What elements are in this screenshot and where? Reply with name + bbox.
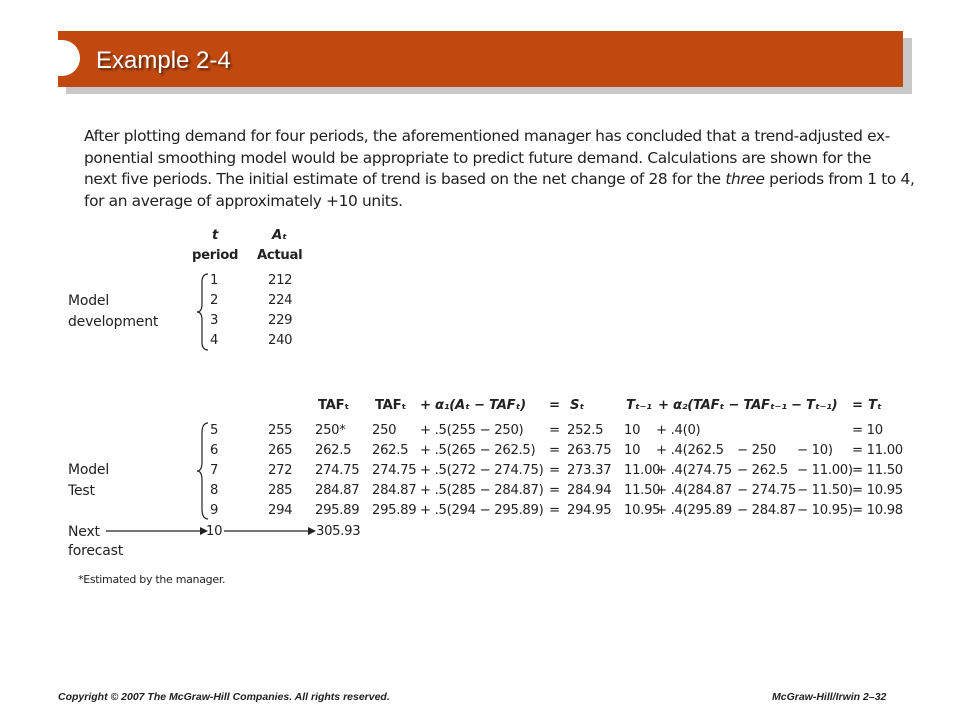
- header-alpha1-expression: + α₁(Aₜ − TAFₜ): [420, 398, 526, 413]
- test-period-cell: 7: [210, 463, 219, 478]
- paragraph-text: next five periods. The initial estimate of trend is based on the net change of 28 for the: [84, 170, 721, 188]
- test-taf-cell: 295.89: [315, 503, 360, 518]
- header-equals-2: =: [852, 398, 863, 413]
- test-trend-expression-c: − 10): [797, 443, 833, 458]
- test-equals: =: [549, 483, 560, 498]
- test-smoothing-expression: + .5(272 − 274.75): [420, 463, 544, 478]
- test-trend-expression-b: − 262.5: [737, 463, 788, 478]
- dev-period-cell: 4: [210, 333, 219, 348]
- header-equals: =: [549, 398, 560, 413]
- test-period-cell: 9: [210, 503, 219, 518]
- test-t-prev-cell: 10.95: [624, 503, 661, 518]
- test-actual-cell: 294: [268, 503, 293, 518]
- header-a-t: Aₜ: [272, 228, 287, 243]
- test-t-cell: = 10.95: [852, 483, 903, 498]
- test-smoothing-expression: + .5(255 − 250): [420, 423, 524, 438]
- arrow-right-icon: [104, 524, 212, 538]
- dev-actual-cell: 240: [268, 333, 293, 348]
- paragraph-line: [84, 169, 915, 191]
- paragraph-line: After plotting demand for four periods, the aforementioned manager has concluded that a trend-adjusted ex-: [84, 127, 890, 145]
- test-s-cell: 284.94: [567, 483, 612, 498]
- test-taf-repeat-cell: 274.75: [372, 463, 417, 478]
- test-trend-expression-b: − 284.87: [737, 503, 796, 518]
- test-s-cell: 294.95: [567, 503, 612, 518]
- left-brace-icon: [196, 421, 210, 521]
- dev-actual-cell: 212: [268, 273, 293, 288]
- test-trend-expression-c: − 10.95): [797, 503, 853, 518]
- test-smoothing-expression: + .5(294 − 295.89): [420, 503, 544, 518]
- test-s-cell: 252.5: [567, 423, 604, 438]
- test-actual-cell: 255: [268, 423, 293, 438]
- model-development-label: development: [68, 314, 159, 330]
- test-taf-repeat-cell: 295.89: [372, 503, 417, 518]
- left-brace-icon: [196, 272, 210, 352]
- intro-paragraph: [84, 126, 915, 212]
- test-equals: =: [549, 463, 560, 478]
- test-actual-cell: 272: [268, 463, 293, 478]
- dev-period-cell: 1: [210, 273, 219, 288]
- next-forecast-label: Next: [68, 524, 100, 540]
- test-taf-repeat-cell: 262.5: [372, 443, 409, 458]
- test-taf-repeat-cell: 284.87: [372, 483, 417, 498]
- header-alpha2-expression: + α₂(TAFₜ − TAFₜ₋₁ − Tₜ₋₁): [658, 398, 838, 413]
- paragraph-line: for an average of approximately +10 units.: [84, 191, 403, 210]
- header-t-t: Tₜ: [868, 398, 882, 413]
- test-equals: =: [549, 443, 560, 458]
- test-s-cell: 263.75: [567, 443, 612, 458]
- test-taf-cell: 250*: [315, 423, 346, 438]
- dev-period-cell: 3: [210, 313, 219, 328]
- test-t-prev-cell: 11.00: [624, 463, 661, 478]
- test-period-cell: 5: [210, 423, 219, 438]
- paragraph-text: periods from 1 to 4,: [769, 170, 915, 188]
- test-trend-expression-a: + .4(262.5: [656, 443, 724, 458]
- test-period-cell: 8: [210, 483, 219, 498]
- test-equals: =: [549, 503, 560, 518]
- dev-actual-cell: 224: [268, 293, 293, 308]
- next-forecast-period: 10: [206, 524, 223, 539]
- test-period-cell: 6: [210, 443, 219, 458]
- test-trend-expression-b: − 250: [737, 443, 776, 458]
- footnote: *Estimated by the manager.: [78, 573, 226, 586]
- copyright-footer: Copyright © 2007 The McGraw-Hill Companies. All rights reserved.: [58, 691, 390, 703]
- arrow-right-icon: [222, 524, 318, 538]
- test-equals: =: [549, 423, 560, 438]
- test-s-cell: 273.37: [567, 463, 612, 478]
- test-actual-cell: 285: [268, 483, 293, 498]
- model-test-label: Model: [68, 462, 110, 478]
- test-t-cell: = 11.00: [852, 443, 903, 458]
- header-actual: Actual: [257, 248, 303, 263]
- test-t-cell: = 11.50: [852, 463, 903, 478]
- next-forecast-value: 305.93: [316, 524, 361, 539]
- test-taf-cell: 262.5: [315, 443, 352, 458]
- title-bar-notch: [40, 40, 80, 76]
- slide-title: Example 2-4: [96, 47, 231, 74]
- header-period: period: [192, 248, 239, 263]
- header-t: t: [212, 228, 219, 243]
- test-actual-cell: 265: [268, 443, 293, 458]
- test-trend-expression-a: + .4(295.89: [656, 503, 732, 518]
- test-trend-expression-c: − 11.50): [797, 483, 853, 498]
- test-trend-expression-c: − 11.00): [797, 463, 853, 478]
- header-t-prev: Tₜ₋₁: [626, 398, 652, 413]
- paragraph-emphasis: three: [725, 170, 765, 188]
- header-taf: TAFₜ: [318, 398, 350, 413]
- page-number-footer: McGraw-Hill/Irwin 2–32: [772, 691, 887, 703]
- test-t-prev-cell: 10: [624, 423, 641, 438]
- test-taf-cell: 284.87: [315, 483, 360, 498]
- dev-period-cell: 2: [210, 293, 219, 308]
- test-trend-expression-a: + .4(274.75: [656, 463, 732, 478]
- model-development-label: Model: [68, 293, 110, 309]
- test-t-prev-cell: 11.50: [624, 483, 661, 498]
- test-t-prev-cell: 10: [624, 443, 641, 458]
- test-taf-repeat-cell: 250: [372, 423, 397, 438]
- test-smoothing-expression: + .5(265 − 262.5): [420, 443, 536, 458]
- model-test-label: Test: [68, 483, 95, 499]
- paragraph-line: ponential smoothing model would be appropriate to predict future demand. Calculations are shown for the: [84, 148, 872, 167]
- test-trend-expression-a: + .4(284.87: [656, 483, 732, 498]
- test-smoothing-expression: + .5(285 − 284.87): [420, 483, 544, 498]
- test-trend-expression-a: + .4(0): [656, 423, 701, 438]
- next-forecast-label: forecast: [68, 543, 124, 559]
- test-t-cell: = 10: [852, 423, 883, 438]
- header-taf-2: TAFₜ: [375, 398, 407, 413]
- dev-actual-cell: 229: [268, 313, 293, 328]
- test-trend-expression-b: − 274.75: [737, 483, 796, 498]
- header-s-t: Sₜ: [570, 398, 585, 413]
- test-taf-cell: 274.75: [315, 463, 360, 478]
- test-t-cell: = 10.98: [852, 503, 903, 518]
